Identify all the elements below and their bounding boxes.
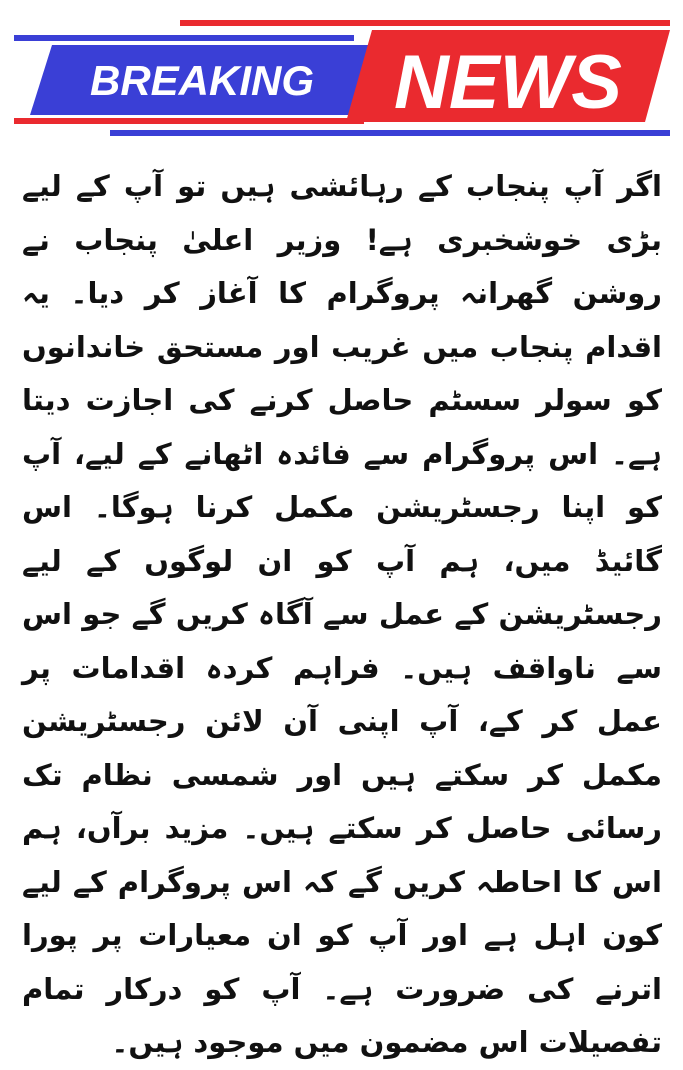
article-paragraph: اگر آپ پنجاب کے رہائشی ہیں تو آپ کے لیے بڑی خوشخبری ہے! وزیر اعلیٰ پنجاب نے روشن گھرانہ پروگرام کا آغاز کر دیا۔ یہ اقدام پنجاب میں غریب اور مستحق خاندانوں کو سولر سسٹم حاصل کرنے کی اجازت دیتا ہے۔ اس پروگرام سے فائدہ اٹھانے کے لیے، آپ کو اپنا رجسٹریشن مکمل کرنا ہوگا۔ اس گائیڈ میں، ہم آپ کو ان لوگوں کے لیے رجسٹریشن کے عمل سے آگاہ کریں گے جو اس سے ناواقف ہیں۔ فراہم کردہ اقدامات پر عمل کر کے، آپ اپنی آن لائن رجسٹریشن مکمل کر سکتے ہیں اور شمسی نظام تک رسائی حاصل کر سکتے ہیں۔ مزید برآں، ہم اس کا احاطہ کریں گے کہ اس پروگرام کے لیے کون اہل ہے اور آپ کو ان معیارات پر پورا اترنے کی ضرورت ہے۔ آپ کو درکار تمام تفصیلات اس مضمون میں موجود ہیں۔ — [22, 169, 662, 1059]
bottom-blue-stripe — [110, 130, 670, 136]
article-body — [22, 160, 662, 1059]
bottom-red-stripe — [14, 118, 364, 124]
top-red-stripe — [180, 20, 670, 26]
top-blue-stripe — [14, 35, 354, 41]
breaking-news-graphic — [0, 0, 683, 150]
breaking-label: BREAKING — [89, 57, 315, 104]
breaking-news-banner — [0, 0, 683, 150]
news-label: NEWS — [394, 40, 622, 125]
